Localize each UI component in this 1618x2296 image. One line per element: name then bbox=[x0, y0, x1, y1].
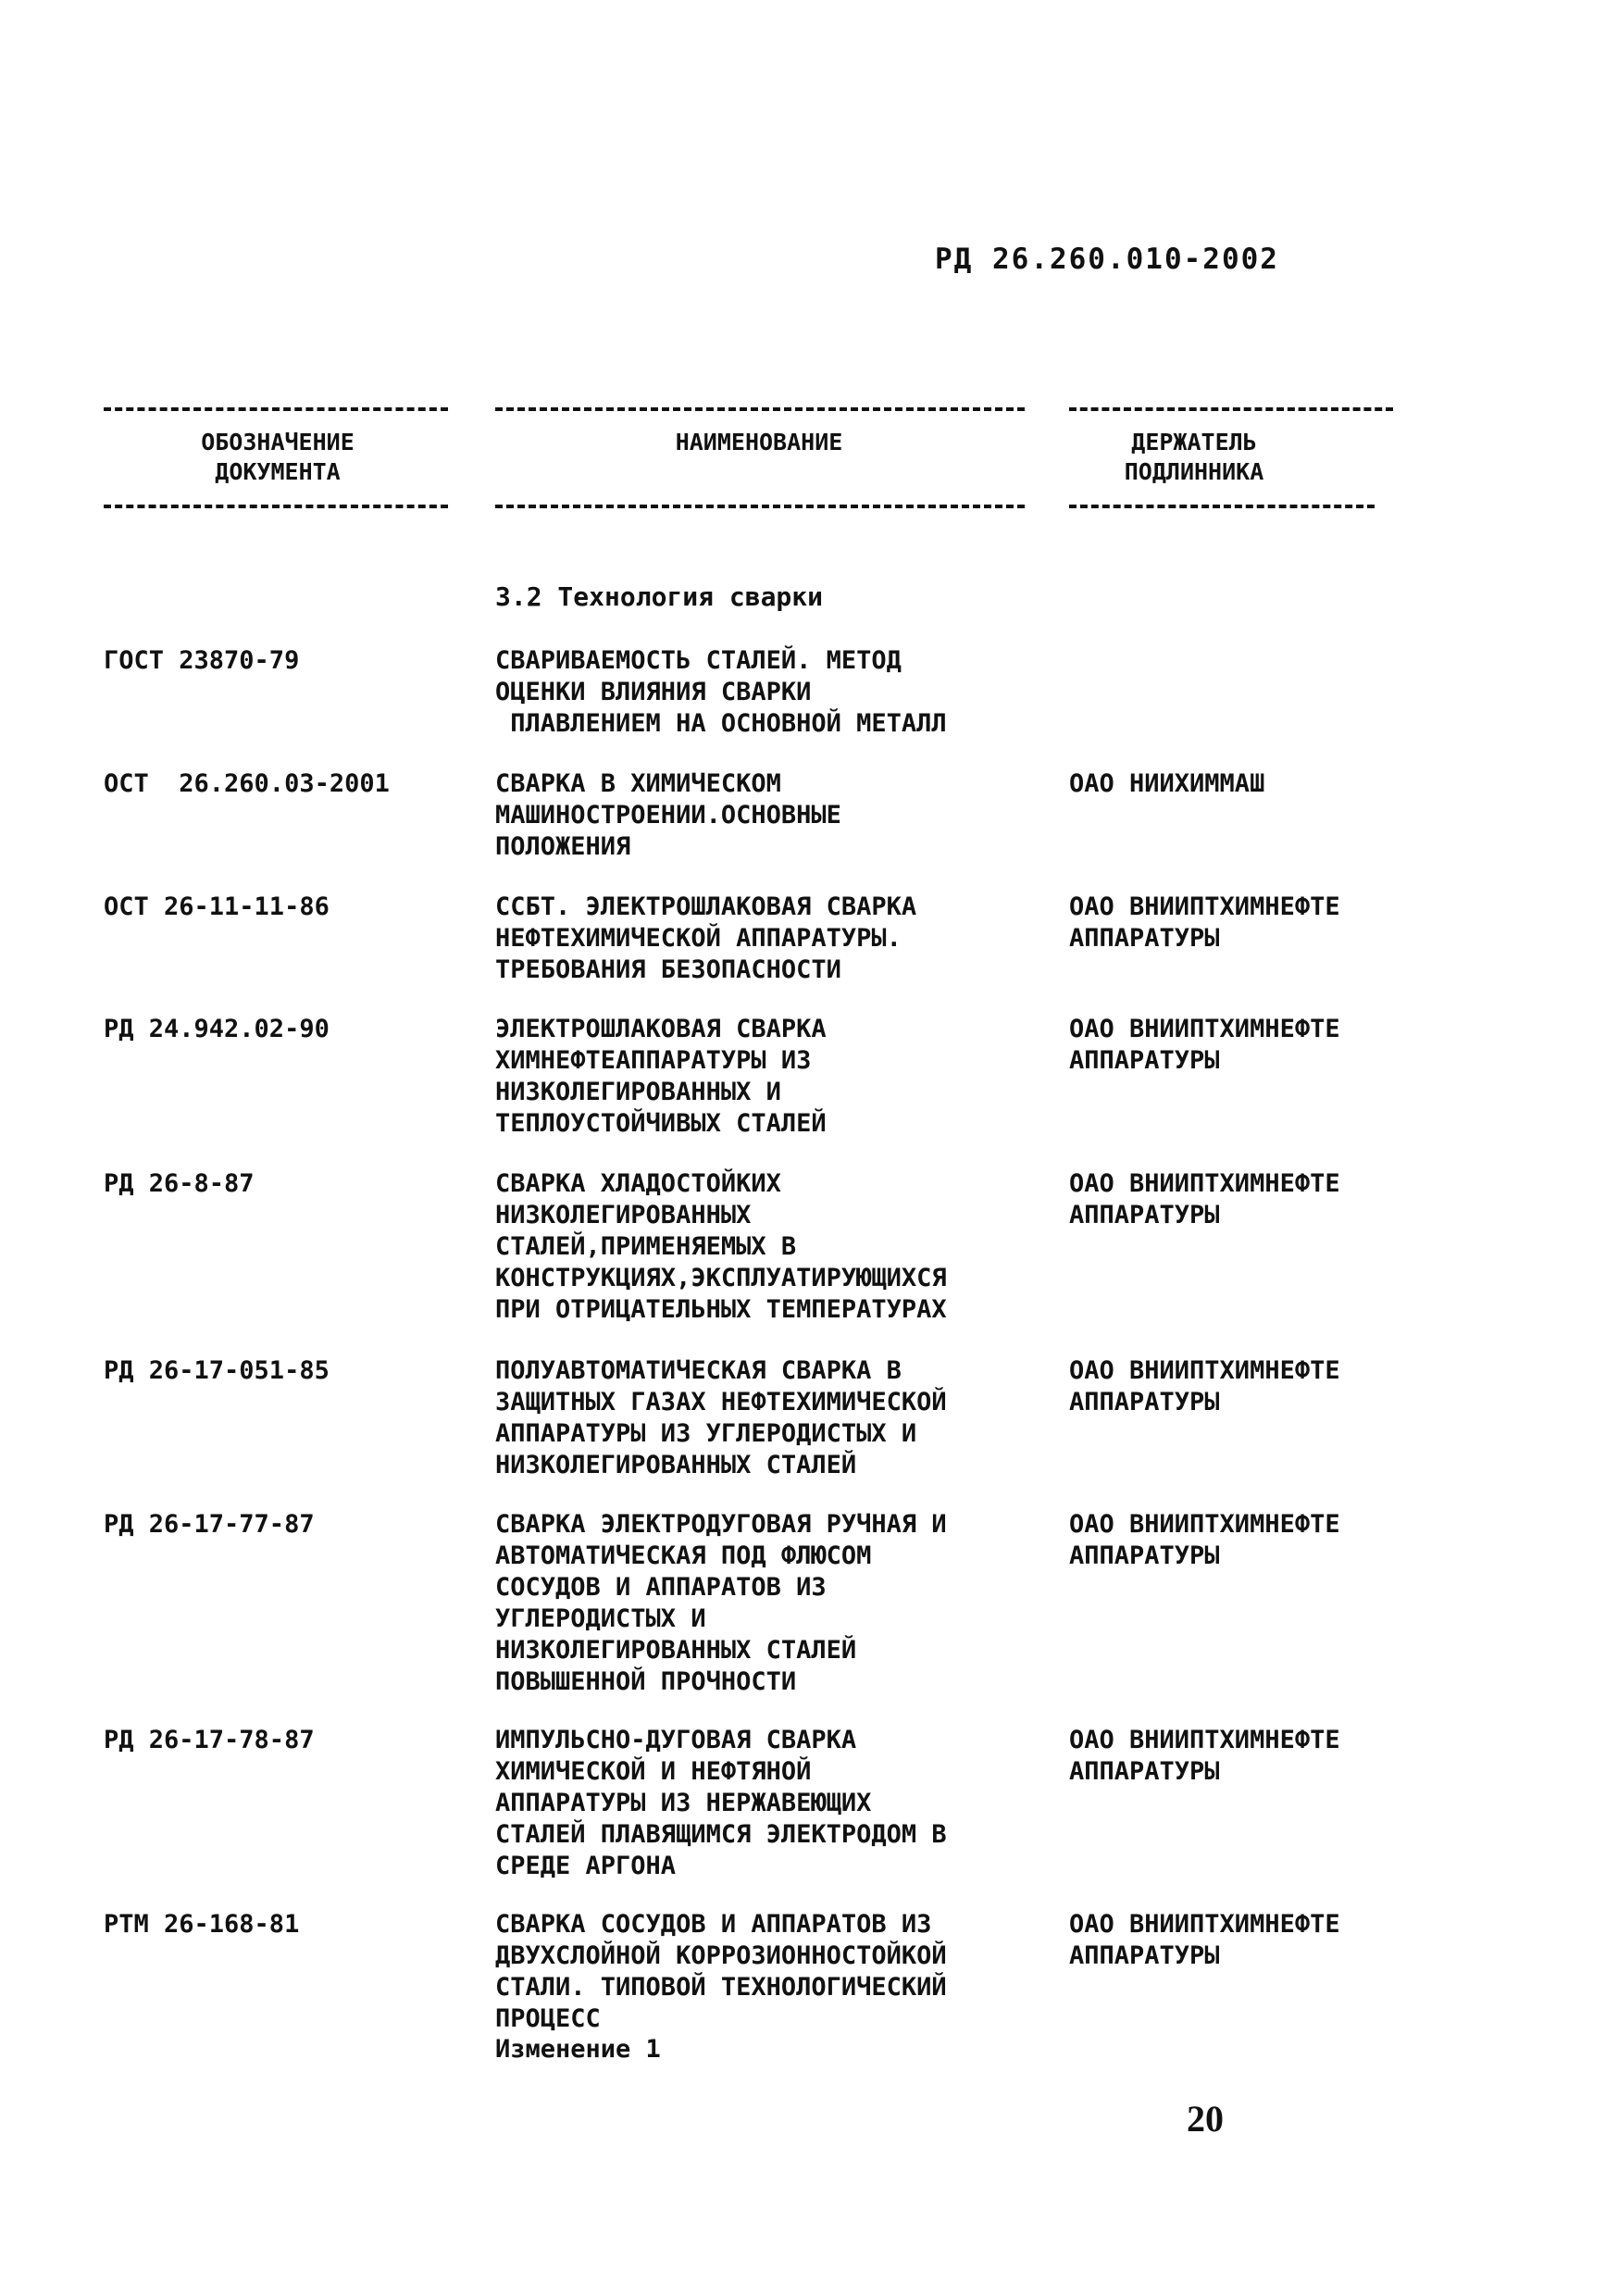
column-header-designation: ОБОЗНАЧЕНИЕ ДОКУМЕНТА bbox=[201, 429, 355, 485]
row-3-name: ССБТ. ЭЛЕКТРОШЛАКОВАЯ СВАРКА НЕФТЕХИМИЧЕСКОЙ АППАРАТУРЫ. ТРЕБОВАНИЯ БЕЗОПАСНОСТИ bbox=[495, 892, 917, 984]
row-1-designation: ГОСТ 23870-79 bbox=[104, 646, 300, 675]
row-9-designation: РТМ 26-168-81 bbox=[104, 1910, 300, 1939]
section-title: 3.2 Технология сварки bbox=[495, 581, 824, 612]
change-note: Изменение 1 bbox=[495, 2035, 661, 2064]
row-7-holder: ОАО ВНИИПТХИМНЕФТЕ АППАРАТУРЫ bbox=[1069, 1510, 1340, 1570]
row-6-name: ПОЛУАВТОМАТИЧЕСКАЯ СВАРКА В ЗАЩИТНЫХ ГАЗАХ НЕФТЕХИМИЧЕСКОЙ АППАРАТУРЫ ИЗ УГЛЕРОДИСТЫХ И НИЗКОЛЕГИРОВАННЫХ СТАЛЕЙ bbox=[495, 1356, 947, 1479]
row-2-designation: ОСТ 26.260.03-2001 bbox=[104, 769, 390, 798]
row-2-holder: ОАО НИИХИММАШ bbox=[1069, 769, 1265, 798]
row-8-name: ИМПУЛЬСНО-ДУГОВАЯ СВАРКА ХИМИЧЕСКОЙ И НЕФТЯНОЙ АППАРАТУРЫ ИЗ НЕРЖАВЕЮЩИХ СТАЛЕЙ ПЛАВЯЩИМСЯ ЭЛЕКТРОДОМ В СРЕДЕ АРГОНА bbox=[495, 1726, 947, 1880]
row-7-name: СВАРКА ЭЛЕКТРОДУГОВАЯ РУЧНАЯ И АВТОМАТИЧЕСКАЯ ПОД ФЛЮСОМ СОСУДОВ И АППАРАТОВ ИЗ УГЛЕРОДИСТЫХ И НИЗКОЛЕГИРОВАННЫХ СТАЛЕЙ ПОВЫШЕННОЙ ПРОЧНОСТИ bbox=[495, 1510, 947, 1696]
row-5-name: СВАРКА ХЛАДОСТОЙКИХ НИЗКОЛЕГИРОВАННЫХ СТАЛЕЙ,ПРИМЕНЯЕМЫХ В КОНСТРУКЦИЯХ,ЭКСПЛУАТИРУЮЩИХСЯ ПРИ ОТРИЦАТЕЛЬНЫХ ТЕМПЕРАТУРАХ bbox=[495, 1169, 947, 1324]
row-6-designation: РД 26-17-051-85 bbox=[104, 1356, 330, 1385]
row-8-holder: ОАО ВНИИПТХИМНЕФТЕ АППАРАТУРЫ bbox=[1069, 1726, 1340, 1786]
document-code: РД 26.260.010-2002 bbox=[935, 243, 1279, 276]
header-bottom-rule-col3 bbox=[1069, 505, 1375, 508]
header-bottom-rule-col2 bbox=[495, 505, 1025, 508]
row-5-designation: РД 26-8-87 bbox=[104, 1169, 255, 1198]
column-header-holder: ДЕРЖАТЕЛЬ ПОДЛИННИКА bbox=[1124, 429, 1264, 485]
row-9-name: СВАРКА СОСУДОВ И АППАРАТОВ ИЗ ДВУХСЛОЙНОЙ КОРРОЗИОННОСТОЙКОЙ СТАЛИ. ТИПОВОЙ ТЕХНОЛОГИЧЕСКИЙ ПРОЦЕСС bbox=[495, 1910, 947, 2033]
row-5-holder: ОАО ВНИИПТХИМНЕФТЕ АППАРАТУРЫ bbox=[1069, 1169, 1340, 1229]
header-top-rule-col3 bbox=[1069, 407, 1393, 411]
header-top-rule-col2 bbox=[495, 407, 1025, 411]
column-header-name: НАИМЕНОВАНИЕ bbox=[675, 429, 843, 455]
row-1-name: СВАРИВАЕМОСТЬ СТАЛЕЙ. МЕТОД ОЦЕНКИ ВЛИЯНИЯ СВАРКИ ПЛАВЛЕНИЕМ НА ОСНОВНОЙ МЕТАЛЛ bbox=[495, 646, 947, 738]
row-8-designation: РД 26-17-78-87 bbox=[104, 1726, 315, 1754]
row-4-holder: ОАО ВНИИПТХИМНЕФТЕ АППАРАТУРЫ bbox=[1069, 1015, 1340, 1075]
row-6-holder: ОАО ВНИИПТХИМНЕФТЕ АППАРАТУРЫ bbox=[1069, 1356, 1340, 1416]
header-top-rule-col1 bbox=[104, 407, 448, 411]
page-number: 20 bbox=[1187, 2098, 1224, 2140]
row-4-designation: РД 24.942.02-90 bbox=[104, 1015, 330, 1043]
row-4-name: ЭЛЕКТРОШЛАКОВАЯ СВАРКА ХИМНЕФТЕАППАРАТУРЫ ИЗ НИЗКОЛЕГИРОВАННЫХ И ТЕПЛОУСТОЙЧИВЫХ СТАЛЕЙ bbox=[495, 1015, 827, 1138]
row-9-holder: ОАО ВНИИПТХИМНЕФТЕ АППАРАТУРЫ bbox=[1069, 1910, 1340, 1970]
row-3-holder: ОАО ВНИИПТХИМНЕФТЕ АППАРАТУРЫ bbox=[1069, 892, 1340, 953]
header-bottom-rule-col1 bbox=[104, 505, 448, 508]
row-7-designation: РД 26-17-77-87 bbox=[104, 1510, 315, 1539]
row-2-name: СВАРКА В ХИМИЧЕСКОМ МАШИНОСТРОЕНИИ.ОСНОВНЫЕ ПОЛОЖЕНИЯ bbox=[495, 769, 841, 861]
row-3-designation: ОСТ 26-11-11-86 bbox=[104, 892, 330, 921]
